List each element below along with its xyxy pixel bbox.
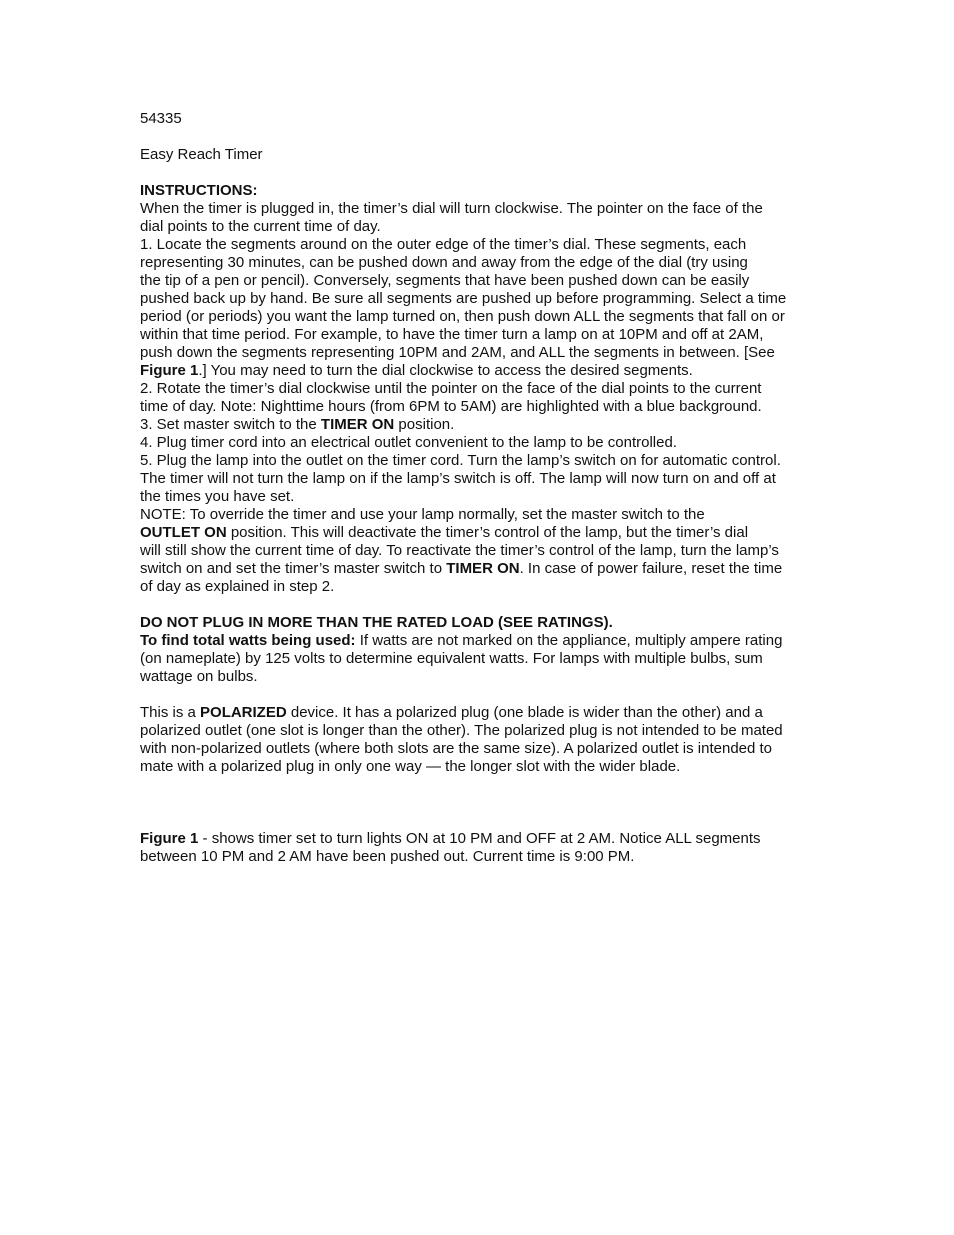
note-line: will still show the current time of day. To reactivate the timer’s control of the lamp, turn the lamp’s (140, 542, 779, 559)
watts-line: (on nameplate) by 125 volts to determine equivalent watts. For lamps with multiple bulbs, sum (140, 650, 763, 667)
note-line: of day as explained in step 2. (140, 578, 335, 595)
step1-line: period (or periods) you want the lamp turned on, then push down ALL the segments that fall on or (140, 308, 785, 325)
step2-line: time of day. Note: Nighttime hours (from 6PM to 5AM) are highlighted with a blue background. (140, 398, 762, 415)
product-number: 54335 (140, 110, 182, 127)
intro-line: dial points to the current time of day. (140, 218, 381, 235)
rated-load-warning: DO NOT PLUG IN MORE THAN THE RATED LOAD (SEE RATINGS). (140, 614, 613, 631)
step2-line: 2. Rotate the timer’s dial clockwise until the pointer on the face of the dial points to the current (140, 380, 762, 397)
polarized-line: This is a POLARIZED device. It has a polarized plug (one blade is wider than the other) and a (140, 704, 763, 721)
note-line: OUTLET ON position. This will deactivate the timer’s control of the lamp, but the timer’s dial (140, 524, 749, 541)
step3-line: 3. Set master switch to the TIMER ON position. (140, 416, 455, 433)
figure-caption-line: between 10 PM and 2 AM have been pushed out. Current time is 9:00 PM. (140, 848, 635, 865)
document-page (140, 110, 820, 866)
product-title: Easy Reach Timer (140, 146, 263, 163)
watts-line: To find total watts being used: If watts are not marked on the appliance, multiply ampere rating (140, 632, 783, 649)
step4-line: 4. Plug timer cord into an electrical outlet convenient to the lamp to be controlled. (140, 434, 677, 451)
step5-line: The timer will not turn the lamp on if the lamp’s switch is off. The lamp will now turn on and off at (140, 470, 776, 487)
polarized-line: polarized outlet (one slot is longer than the other). The polarized plug is not intended to be mated (140, 722, 783, 739)
step1-line: push down the segments representing 10PM and 2AM, and ALL the segments in between. [See (140, 344, 775, 361)
step5-line: the times you have set. (140, 488, 295, 505)
polarized-line: with non-polarized outlets (where both slots are the same size). A polarized outlet is intended to (140, 740, 773, 757)
step1-line: pushed back up by hand. Be sure all segments are pushed up before programming. Select a time (140, 290, 787, 307)
note-line: switch on and set the timer’s master switch to TIMER ON. In case of power failure, reset the time (140, 560, 783, 577)
step1-figure-line: Figure 1.] You may need to turn the dial clockwise to access the desired segments. (140, 362, 693, 379)
polarized-line: mate with a polarized plug in only one way — the longer slot with the wider blade. (140, 758, 681, 775)
watts-line: wattage on bulbs. (140, 668, 258, 685)
intro-line: When the timer is plugged in, the timer’s dial will turn clockwise. The pointer on the face of the (140, 200, 763, 217)
figure-caption-line: Figure 1 - shows timer set to turn lights ON at 10 PM and OFF at 2 AM. Notice ALL segments (140, 830, 761, 847)
step1-line: the tip of a pen or pencil). Conversely, segments that have been pushed down can be easily (140, 272, 750, 289)
step5-line: 5. Plug the lamp into the outlet on the timer cord. Turn the lamp’s switch on for automatic control. (140, 452, 781, 469)
step1-line: within that time period. For example, to have the timer turn a lamp on at 10PM and off at 2AM, (140, 326, 764, 343)
step1-line: representing 30 minutes, can be pushed down and away from the edge of the dial (try using (140, 254, 748, 271)
instructions-heading: INSTRUCTIONS: (140, 182, 258, 199)
step1-line: 1. Locate the segments around on the outer edge of the timer’s dial. These segments, each (140, 236, 747, 253)
note-line: NOTE: To override the timer and use your lamp normally, set the master switch to the (140, 506, 705, 523)
